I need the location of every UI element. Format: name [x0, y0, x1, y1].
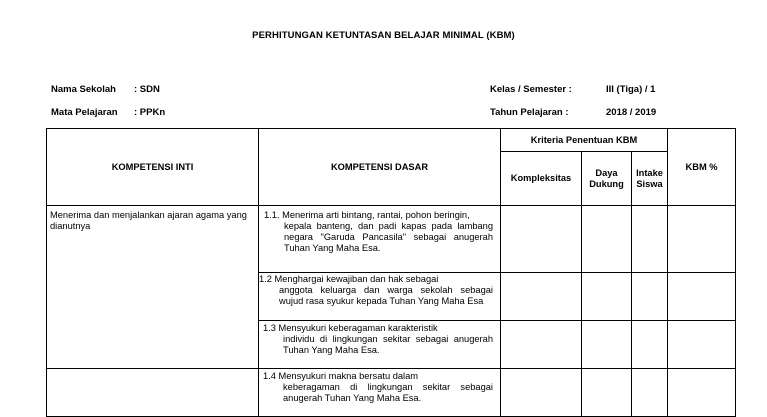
daya-dukung-cell[interactable]	[582, 273, 632, 321]
nama-sekolah-label: Nama Sekolah	[51, 84, 116, 95]
kd-1-4-first: 1.4 Mensyukuri makna bersatu dalam	[263, 371, 419, 381]
daya-dukung-cell[interactable]	[582, 321, 632, 369]
kd-1-4	[259, 369, 501, 417]
kelas-semester-value: III (Tiga) / 1	[606, 84, 656, 95]
ki-2-cell	[47, 369, 259, 417]
kbm-percent-cell[interactable]	[668, 273, 736, 321]
daya-dukung-cell[interactable]	[582, 206, 632, 273]
kompleksitas-cell[interactable]	[501, 206, 582, 273]
kd-1-1-rest: kepala banteng, dan padi kapas pada lambang negara "Garuda Pancasila" sebagai anugerah Tuhan Yang Maha Esa.	[284, 221, 493, 253]
kd-1-3-rest: individu di lingkungan sekitar sebagai anugerah Tuhan Yang Maha Esa.	[283, 334, 493, 355]
header-kbm-percent: KBM %	[668, 129, 736, 206]
kd-1-3-first: 1.3 Mensyukuri keberagaman karakteristik	[263, 323, 438, 333]
kbm-percent-cell[interactable]	[668, 369, 736, 417]
header-kompleksitas: Kompleksitas	[501, 152, 582, 206]
page-title: PERHITUNGAN KETUNTASAN BELAJAR MINIMAL (KBM)	[252, 30, 515, 41]
nama-sekolah-value: : SDN	[134, 84, 160, 95]
tahun-pelajaran-value: 2018 / 2019	[606, 107, 657, 118]
daya-dukung-cell[interactable]	[582, 369, 632, 417]
intake-siswa-cell[interactable]	[632, 206, 668, 273]
kelas-semester-label: Kelas / Semester :	[490, 84, 572, 95]
mata-pelajaran-value: : PPKn	[134, 107, 166, 118]
header-kompetensi-inti: KOMPETENSI INTI	[47, 129, 259, 206]
kd-1-2	[259, 273, 501, 321]
intake-siswa-cell[interactable]	[632, 321, 668, 369]
kd-1-2-first: 1.2 Menghargai kewajiban dan hak sebagai	[259, 274, 439, 284]
kbm-percent-cell[interactable]	[668, 321, 736, 369]
kd-1-2-rest: anggota keluarga dan warga sekolah sebagai wujud rasa syukur kepada Tuhan Yang Maha Esa	[279, 285, 493, 306]
header-intake-siswa: Intake Siswa	[632, 152, 668, 206]
table-row	[47, 369, 736, 417]
kompleksitas-cell[interactable]	[501, 273, 582, 321]
kd-1-1-first: 1.1. Menerima arti bintang, rantai, pohon beringin,	[264, 210, 470, 220]
kd-1-4-rest: keberagaman di lingkungan sekitar sebagai anugerah Tuhan Yang Maha Esa.	[283, 382, 493, 403]
table-row	[47, 206, 736, 273]
header-kompetensi-dasar: KOMPETENSI DASAR	[259, 129, 501, 206]
kbm-table	[46, 128, 736, 417]
kd-1-3	[259, 321, 501, 369]
kbm-percent-cell[interactable]	[668, 206, 736, 273]
tahun-pelajaran-label: Tahun Pelajaran :	[490, 107, 569, 118]
header-daya-dukung: Daya Dukung	[582, 152, 632, 206]
kompleksitas-cell[interactable]	[501, 321, 582, 369]
header-kriteria-penentuan: Kriteria Penentuan KBM	[501, 129, 668, 152]
intake-siswa-cell[interactable]	[632, 273, 668, 321]
intake-siswa-cell[interactable]	[632, 369, 668, 417]
kompleksitas-cell[interactable]	[501, 369, 582, 417]
ki-1-cell: Menerima dan menjalankan ajaran agama yang dianutnya	[47, 206, 259, 369]
mata-pelajaran-label: Mata Pelajaran	[51, 107, 118, 118]
kd-1-1	[259, 206, 501, 273]
